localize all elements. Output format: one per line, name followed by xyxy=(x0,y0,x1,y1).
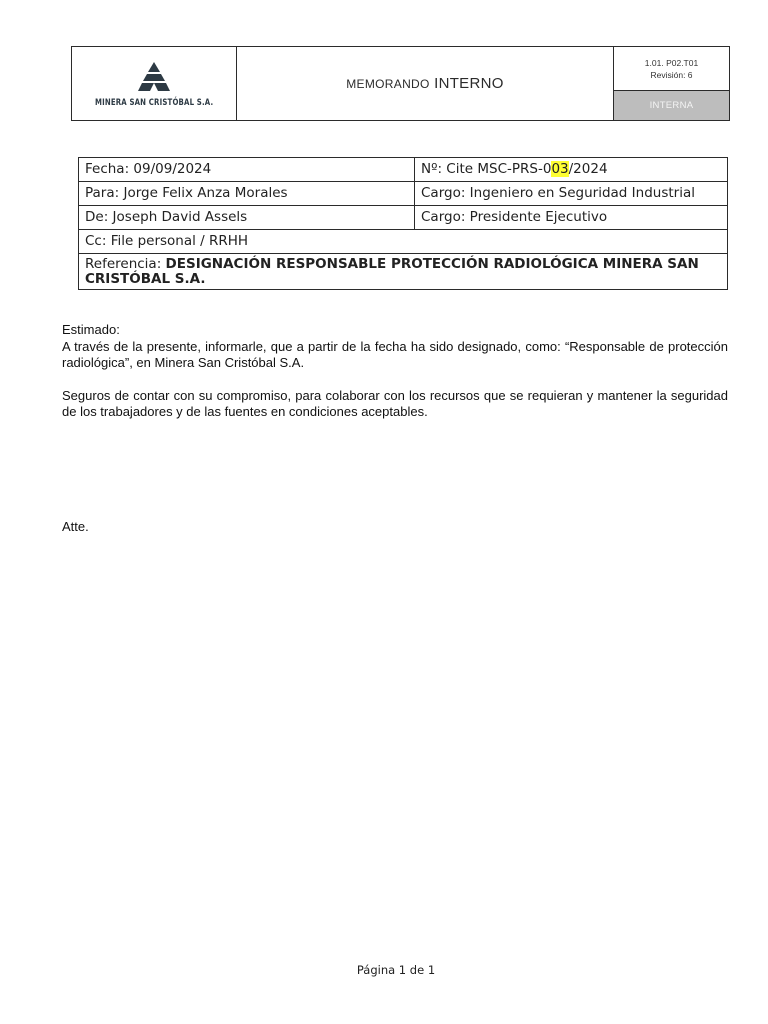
document-title xyxy=(237,47,613,120)
table-row xyxy=(79,182,728,206)
body-paragraph-1: A través de la presente, informarle, que a partir de la fecha ha sido designado, como: “Responsable de protección radiológica”, en Minera San Cristóbal S.A. xyxy=(62,338,728,370)
cargo-de-cell: Cargo: Presidente Ejecutivo xyxy=(415,206,728,230)
company-logo-icon xyxy=(134,60,174,94)
de-cell: De: Joseph David Assels xyxy=(79,206,415,230)
para-cell: Para: Jorge Felix Anza Morales xyxy=(79,182,415,206)
title-small: MEMORANDO xyxy=(346,76,430,91)
cite-cell xyxy=(415,158,728,182)
referencia-label: Referencia: xyxy=(85,255,166,272)
company-name: MINERA SAN CRISTÓBAL S.A. xyxy=(94,97,214,108)
memo-info-table xyxy=(78,157,728,290)
doc-code: 1.01. P02.T01 xyxy=(644,57,699,68)
cargo-para-cell: Cargo: Ingeniero en Seguridad Industrial xyxy=(415,182,728,206)
company-logo-block xyxy=(72,47,237,120)
document-header xyxy=(71,46,730,121)
body-paragraph-2: Seguros de contar con su compromiso, para colaborar con los recursos que se requieran y mantener la seguridad de los trabajadores y de las fuentes en condiciones aceptables. xyxy=(62,387,728,419)
title-large: INTERNO xyxy=(434,75,504,92)
cite-highlight: 03 xyxy=(551,161,569,177)
closing: Atte. xyxy=(62,519,89,534)
table-row xyxy=(79,158,728,182)
page-number: Página 1 de 1 xyxy=(356,963,436,977)
doc-revision: Revisión: 6 xyxy=(650,69,693,80)
table-row xyxy=(79,206,728,230)
document-meta xyxy=(613,47,729,120)
table-row xyxy=(79,230,728,254)
cite-suffix: /2024 xyxy=(568,161,608,177)
cite-prefix: Nº: Cite MSC-PRS-0 xyxy=(421,161,552,177)
memo-body xyxy=(62,322,728,421)
referencia-cell xyxy=(79,254,728,290)
referencia-text: DESIGNACIÓN RESPONSABLE PROTECCIÓN RADIOLÓGICA MINERA SAN CRISTÓBAL S.A. xyxy=(85,255,699,287)
fecha-cell: Fecha: 09/09/2024 xyxy=(79,158,415,182)
table-row xyxy=(79,254,728,290)
cc-cell: Cc: File personal / RRHH xyxy=(79,230,728,254)
doc-code-block xyxy=(614,47,729,91)
classification-badge: INTERNA xyxy=(614,91,729,120)
greeting: Estimado: xyxy=(62,322,120,337)
